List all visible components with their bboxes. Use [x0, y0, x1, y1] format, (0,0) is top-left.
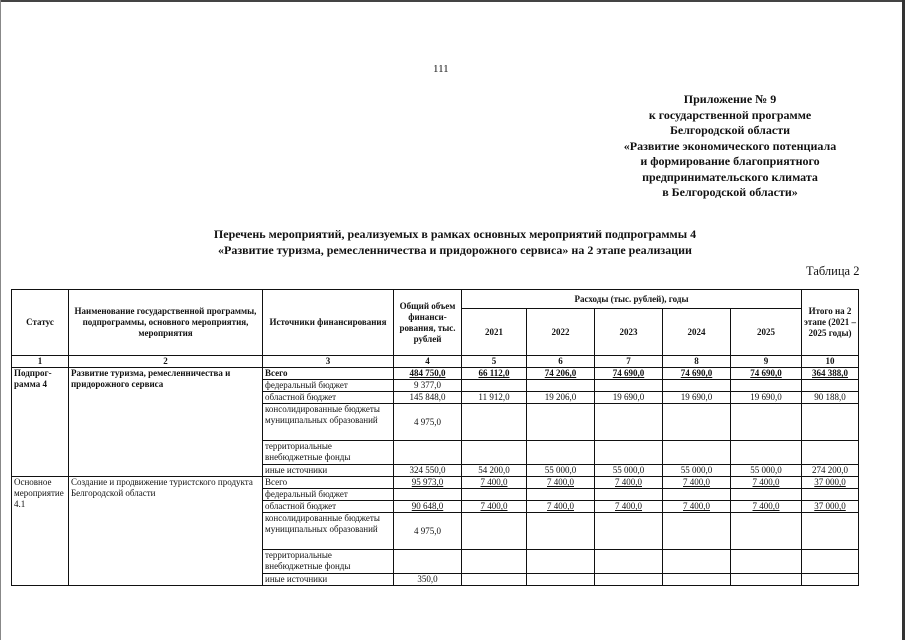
- row-year-value: 74 690,0: [731, 368, 802, 380]
- row-year-value: [527, 513, 595, 550]
- row-year-value: [595, 489, 663, 501]
- row-year-value: 7 400,0: [663, 477, 731, 489]
- row-year-value: [731, 489, 802, 501]
- row-year-value: [462, 404, 527, 441]
- column-number: 1: [12, 356, 69, 368]
- row-source: федеральный бюджет: [263, 489, 394, 501]
- row-result: [802, 404, 859, 441]
- row-year-value: 7 400,0: [527, 501, 595, 513]
- header-year: 2023: [595, 309, 663, 356]
- row-year-value: 7 400,0: [731, 477, 802, 489]
- row-total: 484 750,0: [394, 368, 462, 380]
- row-result: 274 200,0: [802, 465, 859, 477]
- column-number: 7: [595, 356, 663, 368]
- header-year: 2022: [527, 309, 595, 356]
- row-year-value: 7 400,0: [462, 501, 527, 513]
- row-year-value: [462, 513, 527, 550]
- row-result: [802, 489, 859, 501]
- row-year-value: 55 000,0: [731, 465, 802, 477]
- appendix-heading: [580, 92, 880, 201]
- row-year-value: [595, 513, 663, 550]
- row-source: территориальные внебюджетные фонды: [263, 550, 394, 574]
- row-year-value: 74 690,0: [595, 368, 663, 380]
- row-year-value: [595, 574, 663, 586]
- row-year-value: [731, 441, 802, 465]
- row-year-value: [663, 574, 731, 586]
- row-year-value: 74 206,0: [527, 368, 595, 380]
- row-result: [802, 550, 859, 574]
- row-year-value: [527, 574, 595, 586]
- row-year-value: [595, 404, 663, 441]
- column-number: 2: [69, 356, 263, 368]
- appendix-line: к государственной программе: [648, 107, 812, 122]
- row-year-value: [462, 489, 527, 501]
- row-year-value: [663, 404, 731, 441]
- row-total: 95 973,0: [394, 477, 462, 489]
- row-year-value: [595, 380, 663, 392]
- row-year-value: 7 400,0: [731, 501, 802, 513]
- row-year-value: [527, 550, 595, 574]
- row-year-value: [595, 550, 663, 574]
- row-year-value: 55 000,0: [527, 465, 595, 477]
- row-year-value: 7 400,0: [527, 477, 595, 489]
- row-year-value: [731, 574, 802, 586]
- document-title: [110, 226, 800, 258]
- row-year-value: [663, 489, 731, 501]
- row-year-value: [462, 380, 527, 392]
- row-year-value: [462, 574, 527, 586]
- table-row: [12, 368, 859, 380]
- row-total: 4 975,0: [394, 513, 462, 550]
- header-status: Статус: [12, 290, 69, 356]
- row-result: [802, 441, 859, 465]
- row-year-value: [595, 441, 663, 465]
- column-number: 8: [663, 356, 731, 368]
- row-year-value: 54 200,0: [462, 465, 527, 477]
- row-result: 364 388,0: [802, 368, 859, 380]
- row-year-value: [731, 513, 802, 550]
- title-line: «Развитие туризма, ремесленничества и придорожного сервиса» на 2 этапе реализации: [218, 243, 692, 257]
- column-number: 3: [263, 356, 394, 368]
- table-header-row: [12, 290, 859, 309]
- header-expenses: Расходы (тыс. рублей), годы: [462, 290, 802, 309]
- row-result: [802, 380, 859, 392]
- row-year-value: 55 000,0: [595, 465, 663, 477]
- header-sources: Источники финансирования: [263, 290, 394, 356]
- row-year-value: [663, 380, 731, 392]
- row-total: 9 377,0: [394, 380, 462, 392]
- row-source: консолидированные бюджеты муниципальных образований: [263, 513, 394, 550]
- row-year-value: 11 912,0: [462, 392, 527, 404]
- row-total: 4 975,0: [394, 404, 462, 441]
- row-year-value: 74 690,0: [663, 368, 731, 380]
- column-number: 6: [527, 356, 595, 368]
- column-number: 9: [731, 356, 802, 368]
- header-year: 2025: [731, 309, 802, 356]
- row-name: Развитие туризма, ремесленничества и придорожного сервиса: [69, 368, 263, 477]
- row-year-value: [527, 380, 595, 392]
- row-source: иные источники: [263, 465, 394, 477]
- appendix-line: и формирование благоприятного: [640, 154, 820, 168]
- row-status: Подпрог-рамма 4: [12, 368, 69, 477]
- row-result: 37 000,0: [802, 477, 859, 489]
- header-result: Итого на 2 этапе (2021 – 2025 годы): [802, 290, 859, 356]
- row-year-value: 66 112,0: [462, 368, 527, 380]
- row-year-value: 55 000,0: [663, 465, 731, 477]
- table-label: Таблица 2: [806, 264, 860, 278]
- row-year-value: 19 690,0: [663, 392, 731, 404]
- appendix-line: Белгородской области: [669, 123, 791, 137]
- column-number: 10: [802, 356, 859, 368]
- row-source: иные источники: [263, 574, 394, 586]
- row-total: 324 550,0: [394, 465, 462, 477]
- appendix-line: Приложение № 9: [683, 92, 777, 106]
- appendix-line: в Белгородской области»: [662, 185, 798, 199]
- appendix-line: «Развитие экономического потенциала: [623, 138, 837, 153]
- row-year-value: [663, 550, 731, 574]
- header-year: 2021: [462, 309, 527, 356]
- row-total: [394, 550, 462, 574]
- row-year-value: [731, 380, 802, 392]
- row-total: [394, 489, 462, 501]
- row-source: областной бюджет: [263, 501, 394, 513]
- row-source: территориальные внебюджетные фонды: [263, 441, 394, 465]
- row-year-value: 19 206,0: [527, 392, 595, 404]
- row-year-value: 19 690,0: [731, 392, 802, 404]
- row-year-value: [527, 489, 595, 501]
- row-status: Основное мероприятие 4.1: [12, 477, 69, 586]
- row-result: [802, 513, 859, 550]
- row-total: 90 648,0: [394, 501, 462, 513]
- page-number: 111: [433, 63, 449, 75]
- row-year-value: 7 400,0: [595, 501, 663, 513]
- measures-table: [11, 289, 859, 586]
- row-year-value: [731, 404, 802, 441]
- column-number: 4: [394, 356, 462, 368]
- row-total: 145 848,0: [394, 392, 462, 404]
- appendix-line: предпринимательского климата: [642, 169, 818, 184]
- row-year-value: 7 400,0: [462, 477, 527, 489]
- row-year-value: 7 400,0: [595, 477, 663, 489]
- header-name: Наименование государственной программы, подпрограммы, основного мероприятия, мероприятия: [69, 290, 263, 356]
- row-name: Создание и продвижение туристского продукта Белгородской области: [69, 477, 263, 586]
- page-top-edge: [0, 0, 905, 2]
- title-line: Перечень мероприятий, реализуемых в рамках основных мероприятий подпрограммы 4: [213, 227, 697, 241]
- row-year-value: 19 690,0: [595, 392, 663, 404]
- row-year-value: [663, 513, 731, 550]
- row-total: 350,0: [394, 574, 462, 586]
- row-year-value: 7 400,0: [663, 501, 731, 513]
- row-result: 90 188,0: [802, 392, 859, 404]
- column-number-row: [12, 356, 859, 368]
- column-number: 5: [462, 356, 527, 368]
- row-year-value: [663, 441, 731, 465]
- page-left-edge: [0, 0, 1, 640]
- row-source: Всего: [263, 477, 394, 489]
- row-result: 37 000,0: [802, 501, 859, 513]
- table-row: [12, 477, 859, 489]
- row-result: [802, 574, 859, 586]
- row-year-value: [731, 550, 802, 574]
- row-source: федеральный бюджет: [263, 380, 394, 392]
- row-year-value: [462, 550, 527, 574]
- row-year-value: [527, 404, 595, 441]
- header-total: Общий объем финанси-рования, тыс. рублей: [394, 290, 462, 356]
- row-source: Всего: [263, 368, 394, 380]
- row-source: консолидированные бюджеты муниципальных образований: [263, 404, 394, 441]
- row-year-value: [462, 441, 527, 465]
- row-year-value: [527, 441, 595, 465]
- row-source: областной бюджет: [263, 392, 394, 404]
- row-total: [394, 441, 462, 465]
- header-year: 2024: [663, 309, 731, 356]
